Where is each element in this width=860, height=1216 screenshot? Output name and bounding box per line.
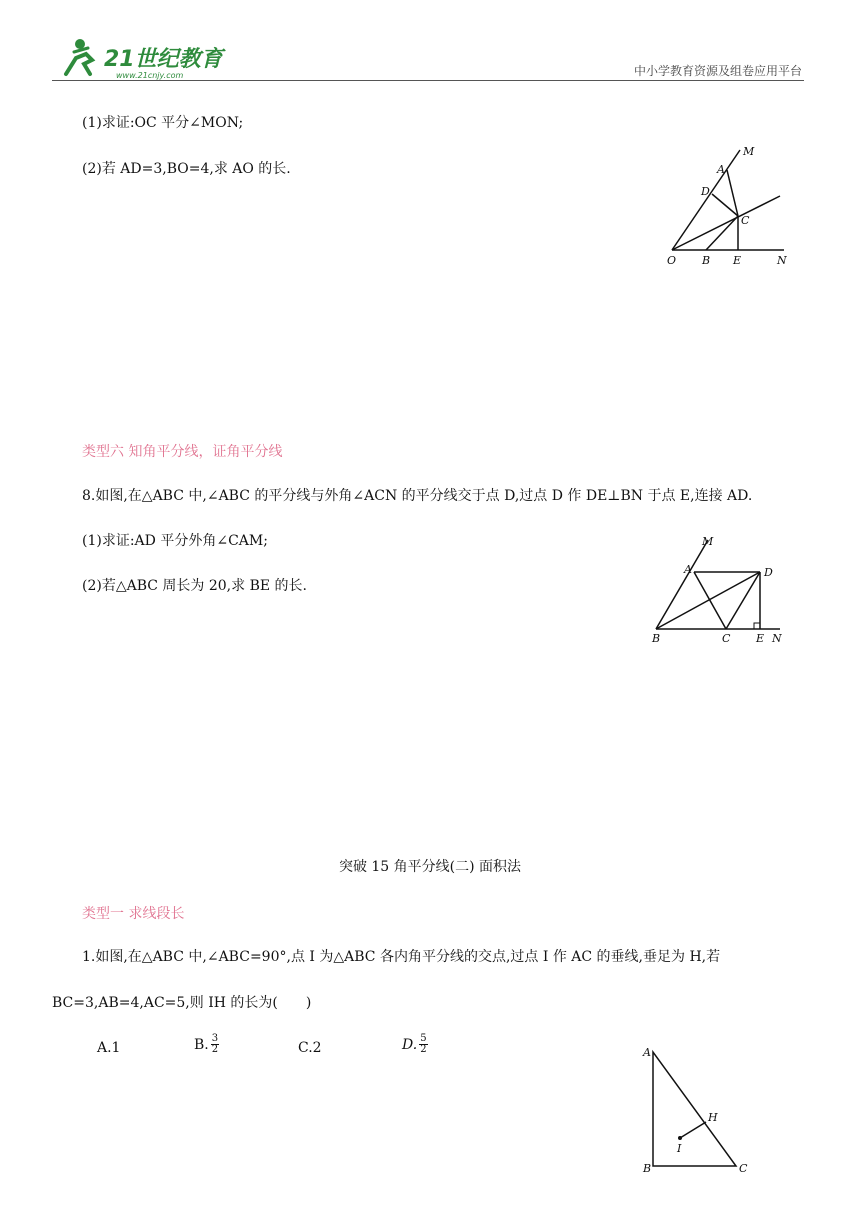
type1-heading: 类型一 求线段长 — [82, 906, 185, 922]
problem1-stem-line1: 1.如图,在△ABC 中,∠ABC=90°,点 I 为△ABC 各内角平分线的交点,过点 I 作 AC 的垂线,垂足为 H,若 — [82, 949, 721, 965]
logo-text: 21世纪教育 — [104, 47, 223, 72]
label-E: E — [756, 632, 765, 645]
triangle-ABC — [653, 1052, 736, 1166]
runner-logo-icon — [60, 36, 230, 80]
segment-AC — [727, 170, 738, 216]
problem8-stem: 8.如图,在△ABC 中,∠ABC 的平分线与外角∠ACN 的平分线交于点 D,过点 D 作 DE⊥BN 于点 E,连接 AD. — [82, 488, 753, 504]
option-D-denominator: 2 — [420, 1044, 427, 1055]
option-B-fraction — [211, 1034, 219, 1055]
option-A[interactable]: A.1 — [97, 1040, 121, 1056]
label-B: B — [652, 632, 661, 645]
segment-AC — [694, 572, 726, 629]
label-H: H — [708, 1111, 718, 1124]
problem7-part2: (2)若 AD=3,BO=4,求 AO 的长. — [82, 161, 291, 177]
label-C: C — [741, 214, 750, 227]
problem7-figure — [660, 140, 800, 270]
label-C: C — [739, 1162, 748, 1175]
segment-BC — [706, 216, 738, 250]
problem8-part1: (1)求证:AD 平分外角∠CAM; — [82, 533, 268, 549]
section-title: 突破 15 角平分线(二) 面积法 — [338, 859, 522, 875]
problem1-figure — [636, 1040, 756, 1180]
logo-url-text: www.21cnjy.com — [116, 71, 184, 80]
label-O: O — [667, 254, 677, 267]
type6-heading: 类型六 知角平分线，证角平分线 — [82, 444, 283, 460]
ray-OM — [672, 150, 740, 250]
label-C: C — [722, 632, 731, 645]
problem1-stem-line2: BC=3,AB=4,AC=5,则 IH 的长为( ) — [52, 995, 312, 1011]
site-slogan: 中小学教育资源及组卷应用平台 — [633, 64, 802, 78]
label-M: M — [702, 535, 714, 548]
label-A: A — [643, 1046, 651, 1059]
label-D: D — [764, 566, 773, 579]
label-B: B — [702, 254, 711, 267]
label-I: I — [677, 1142, 682, 1155]
ray-OC — [672, 196, 780, 250]
option-B-prefix: B. — [194, 1036, 209, 1053]
problem7-part1: (1)求证:OC 平分∠MON; — [82, 115, 244, 131]
label-M: M — [743, 145, 755, 158]
segment-IH — [680, 1122, 706, 1138]
label-N: N — [772, 632, 782, 645]
header-logo — [60, 36, 230, 80]
option-D-numerator: 5 — [420, 1033, 427, 1044]
option-B-numerator: 3 — [211, 1033, 219, 1044]
option-D-prefix: D. — [402, 1036, 418, 1053]
problem8-part2: (2)若△ABC 周长为 20,求 BE 的长. — [82, 578, 307, 594]
header-divider — [52, 80, 804, 81]
label-E: E — [733, 254, 742, 267]
point-I — [678, 1136, 682, 1140]
option-C[interactable]: C.2 — [298, 1040, 322, 1056]
segment-BD — [656, 572, 760, 629]
problem8-figure — [645, 530, 795, 648]
option-D-fraction — [419, 1034, 427, 1055]
option-D[interactable] — [402, 1034, 428, 1055]
option-B[interactable] — [194, 1034, 219, 1055]
label-N: N — [777, 254, 787, 267]
label-B: B — [643, 1162, 652, 1175]
right-angle-mark — [754, 623, 760, 629]
option-B-denominator: 2 — [211, 1044, 219, 1055]
label-A: A — [684, 563, 692, 576]
label-D: D — [701, 185, 710, 198]
label-A: A — [717, 163, 725, 176]
